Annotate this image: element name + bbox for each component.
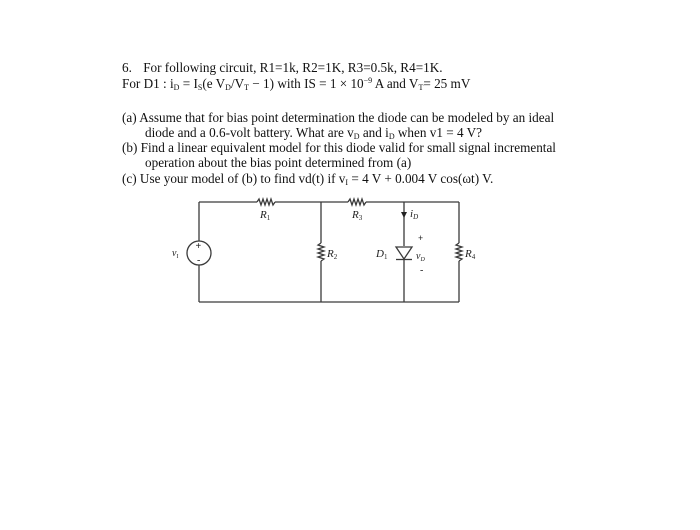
label-r2: R2 — [327, 248, 338, 261]
d1-eq-slash-v: /V — [230, 76, 245, 91]
d1-eq-sub-t: T — [244, 83, 250, 92]
d1-eq-minus-one: − 1) with IS = 1 × 10 — [249, 76, 364, 91]
part-a-line2-pre: diode and a 0.6-volt battery. What are v — [145, 125, 354, 140]
part-a-line2-mid: and i — [359, 125, 389, 140]
part-a-line2-sub: D — [353, 132, 360, 141]
resistor-r1-zigzag — [257, 199, 275, 205]
current-arrow-icon — [401, 212, 407, 218]
part-a-line1: (a) Assume that for bias point determination the diode can be modeled by an ideal — [122, 110, 555, 125]
label-r1: R1 — [260, 209, 271, 222]
d1-eq-tail: = 25 mV — [423, 76, 471, 91]
resistor-r2-zigzag — [318, 243, 324, 261]
d1-eq-prefix: For D1 : i — [122, 76, 174, 91]
label-r3: R3 — [352, 209, 363, 222]
d1-eq-sub-d2: D — [225, 83, 231, 92]
part-c-sub: I — [345, 178, 349, 187]
d1-eq-exp-base: (e V — [202, 76, 226, 91]
label-id: iD — [410, 208, 419, 221]
d1-eq-is: = I — [179, 76, 198, 91]
label-vd-plus: + — [418, 233, 424, 243]
diode-d1-symbol — [396, 247, 412, 259]
source-minus-sign: - — [197, 255, 201, 266]
d1-eq-exponent: −9 — [363, 76, 373, 85]
d1-eq-sub-s: S — [197, 83, 203, 92]
part-c-pre: (c) Use your model of (b) to find vd(t) if v — [122, 171, 346, 186]
label-r4: R4 — [465, 248, 476, 261]
part-a-line2-sub2: D — [388, 132, 395, 141]
resistor-r3-zigzag — [348, 199, 366, 205]
label-v1: $v_I$ — [172, 248, 179, 260]
d1-eq-rest: A and V — [372, 76, 419, 91]
problem-intro: For following circuit, R1=1k, R2=1K, R3=0.5k, R4=1K. — [143, 60, 443, 75]
problem-number: 6. — [122, 60, 132, 75]
d1-eq-sub-d: D — [173, 83, 180, 92]
part-b-line2: operation about the bias point determined from (a) — [145, 155, 412, 170]
part-a-line2-post: when v1 = 4 V? — [394, 125, 483, 140]
label-d1: D1 — [376, 248, 388, 261]
source-plus-sign: + — [195, 241, 202, 252]
label-vd: $v_D$ — [416, 251, 425, 263]
label-vd-minus: - — [420, 265, 424, 276]
part-c-post: = 4 V + 0.004 V cos(ωt) V. — [348, 171, 494, 186]
part-b-line1: (b) Find a linear equivalent model for this diode valid for small signal incremental — [122, 140, 556, 155]
resistor-r4-zigzag — [456, 243, 462, 261]
d1-eq-sub-t2: T — [418, 83, 424, 92]
